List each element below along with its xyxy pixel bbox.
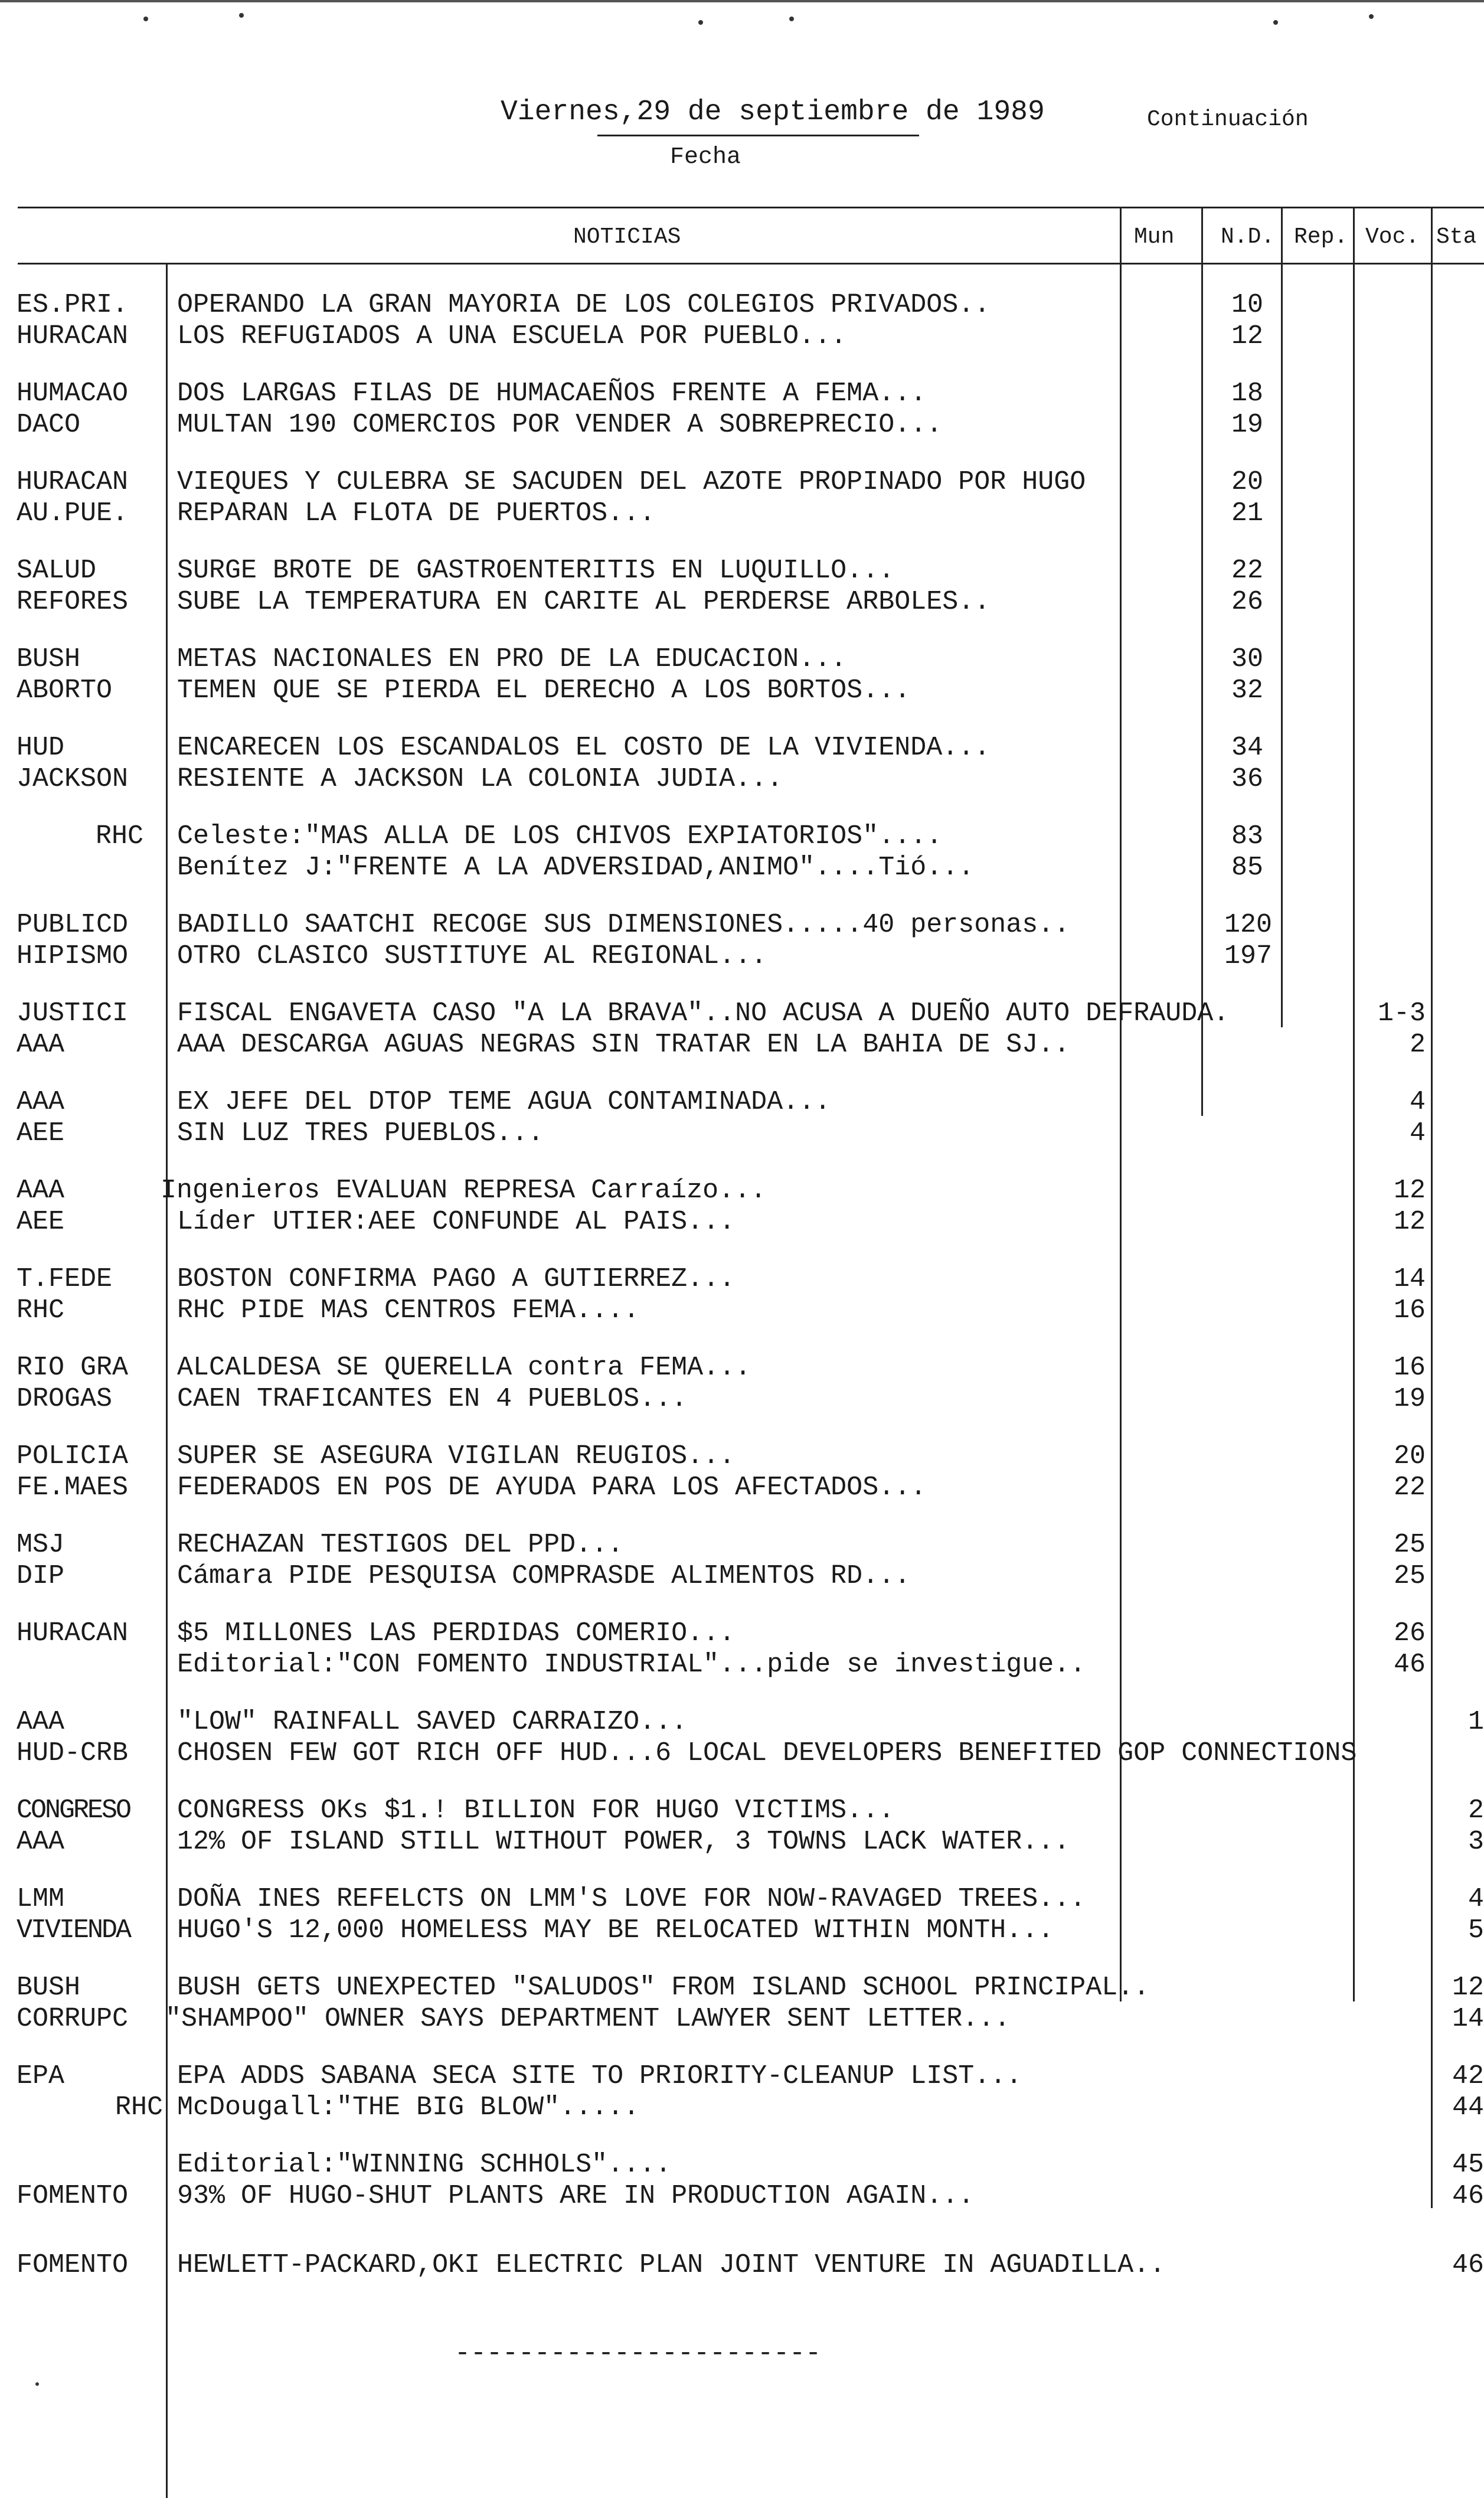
row-tag: JUSTICI	[17, 998, 129, 1028]
table-top-rule	[18, 207, 1484, 208]
row-tag: HIPISMO	[17, 941, 129, 971]
row-headline: REPARAN LA FLOTA DE PUERTOS...	[177, 498, 656, 528]
row-tag: HUMACAO	[17, 378, 129, 409]
row-tag: AEE	[17, 1207, 65, 1237]
row-headline: CAEN TRAFICANTES EN 4 PUEBLOS...	[177, 1384, 688, 1414]
date-caption: Fecha	[670, 144, 741, 171]
row-headline: Cámara PIDE PESQUISA COMPRASDE ALIMENTOS RD...	[177, 1561, 911, 1591]
row-tag: POLICIA	[17, 1441, 129, 1471]
row-headline: BADILLO SAATCHI RECOGE SUS DIMENSIONES.....40 personas..	[177, 910, 1070, 940]
row-nd: 85	[1231, 853, 1263, 883]
row-sta: 1	[1467, 1707, 1484, 1737]
row-voc: 16	[1393, 1295, 1426, 1325]
row-tag: HURACAN	[17, 321, 129, 351]
row-sta: 46	[1452, 2181, 1484, 2211]
row-tag: HURACAN	[17, 467, 129, 497]
row-sta: 5	[1467, 1915, 1484, 1945]
row-tag: BUSH	[17, 1973, 81, 2003]
scan-speck	[789, 17, 794, 21]
row-headline: $5 MILLONES LAS PERDIDAS COMERIO...	[177, 1618, 736, 1648]
row-tag: SALUD	[17, 556, 97, 586]
row-sta: 4	[1467, 1884, 1484, 1914]
row-headline: Benítez J:"FRENTE A LA ADVERSIDAD,ANIMO"....Tió...	[177, 853, 975, 883]
row-tag: ES.PRI.	[17, 290, 129, 320]
row-voc: 2	[1409, 1030, 1426, 1060]
column-header-nd: N.D.	[1221, 224, 1275, 250]
row-tag: T.FEDE	[17, 1264, 113, 1294]
scan-speck	[698, 20, 703, 25]
row-headline: RESIENTE A JACKSON LA COLONIA JUDIA...	[177, 764, 783, 794]
row-voc: 20	[1393, 1441, 1426, 1471]
row-tag: FE.MAES	[17, 1472, 129, 1503]
continuation-label: Continuación	[1147, 107, 1309, 132]
mun-column-line	[1120, 207, 1122, 2001]
row-sta: 44	[1452, 2092, 1484, 2123]
row-headline: AAA DESCARGA AGUAS NEGRAS SIN TRATAR EN LA BAHIA DE SJ..	[177, 1030, 1070, 1060]
row-nd: 19	[1231, 410, 1263, 440]
row-voc: 19	[1393, 1384, 1426, 1414]
row-headline: SURGE BROTE DE GASTROENTERITIS EN LUQUILLO...	[177, 556, 895, 586]
row-voc: 46	[1393, 1650, 1426, 1680]
row-voc: 25	[1393, 1561, 1426, 1591]
row-headline: SUBE LA TEMPERATURA EN CARITE AL PERDERSE ARBOLES..	[177, 587, 991, 617]
row-headline: BOSTON CONFIRMA PAGO A GUTIERREZ...	[177, 1264, 736, 1294]
row-voc: 12	[1393, 1207, 1426, 1237]
footer-rule: -----------------------	[455, 2339, 822, 2369]
row-tag: DACO	[17, 410, 81, 440]
row-headline: MULTAN 190 COMERCIOS POR VENDER A SOBREPRECIO...	[177, 410, 943, 440]
column-header-rep: Rep.	[1294, 224, 1348, 250]
column-header-voc: Voc.	[1365, 224, 1420, 250]
row-headline: SUPER SE ASEGURA VIGILAN REUGIOS...	[177, 1441, 736, 1471]
row-headline: TEMEN QUE SE PIERDA EL DERECHO A LOS BORTOS...	[177, 675, 911, 706]
row-tag: AU.PUE.	[17, 498, 129, 528]
row-tag: BUSH	[17, 644, 81, 674]
row-nd: 120	[1224, 910, 1272, 940]
rep-column-line	[1281, 207, 1283, 1027]
row-nd: 32	[1231, 675, 1263, 706]
row-sta: 45	[1452, 2150, 1484, 2180]
row-voc: 25	[1393, 1530, 1426, 1560]
row-headline: DOS LARGAS FILAS DE HUMACAEÑOS FRENTE A FEMA...	[177, 378, 927, 409]
date-underline	[597, 135, 919, 136]
row-headline: CHOSEN FEW GOT RICH OFF HUD...6 LOCAL DEVELOPERS BENEFITED GOP CONNECTIONS	[177, 1738, 1357, 1768]
row-headline: METAS NACIONALES EN PRO DE LA EDUCACION...	[177, 644, 847, 674]
row-sta: 42	[1452, 2061, 1484, 2091]
row-voc: 4	[1409, 1118, 1426, 1148]
row-headline: CONGRESS OKs $1.! BILLION FOR HUGO VICTIMS...	[177, 1795, 895, 1826]
row-voc: 16	[1393, 1353, 1426, 1383]
row-tag: AAA	[17, 1827, 65, 1857]
row-voc: 12	[1393, 1175, 1426, 1206]
row-nd: 83	[1231, 821, 1263, 851]
row-tag: JACKSON	[17, 764, 129, 794]
row-tag: AAA	[17, 1030, 65, 1060]
sta-column-line	[1431, 207, 1433, 2208]
row-headline: Ingenieros EVALUAN REPRESA Carraízo...	[161, 1175, 767, 1206]
row-headline: OTRO CLASICO SUSTITUYE AL REGIONAL...	[177, 941, 767, 971]
row-headline: ALCALDESA SE QUERELLA contra FEMA...	[177, 1353, 751, 1383]
row-tag: FOMENTO	[17, 2181, 129, 2211]
row-tag: CONGRESO	[17, 1795, 130, 1826]
row-headline: ENCARECEN LOS ESCANDALOS EL COSTO DE LA VIVIENDA...	[177, 733, 991, 763]
row-tag: DROGAS	[17, 1384, 113, 1414]
row-nd: 197	[1224, 941, 1272, 971]
row-headline: HEWLETT-PACKARD,OKI ELECTRIC PLAN JOINT VENTURE IN AGUADILLA..	[177, 2250, 1166, 2280]
row-headline: 12% OF ISLAND STILL WITHOUT POWER, 3 TOWNS LACK WATER...	[177, 1827, 1070, 1857]
row-tag: RIO GRA	[17, 1353, 129, 1383]
page-top-edge	[0, 0, 1484, 2]
row-sta: 2	[1467, 1795, 1484, 1826]
scan-speck	[1369, 14, 1374, 19]
row-headline: Editorial:"CON FOMENTO INDUSTRIAL"...pide se investigue..	[177, 1650, 1086, 1680]
row-headline: RECHAZAN TESTIGOS DEL PPD...	[177, 1530, 624, 1560]
row-headline: "SHAMPOO" OWNER SAYS DEPARTMENT LAWYER SENT LETTER...	[165, 2004, 1011, 2034]
row-nd: 10	[1231, 290, 1263, 320]
column-header-mun: Mun	[1134, 224, 1175, 250]
row-sta: 12	[1452, 1973, 1484, 2003]
row-tag: ABORTO	[17, 675, 113, 706]
header-bottom-rule	[18, 263, 1484, 265]
row-nd: 18	[1231, 378, 1263, 409]
row-sta: 46	[1452, 2250, 1484, 2280]
row-tag: AAA	[17, 1087, 65, 1117]
row-nd: 34	[1231, 733, 1263, 763]
row-sta: 3	[1467, 1827, 1484, 1857]
row-tag: REFORES	[17, 587, 129, 617]
voc-column-line	[1353, 207, 1355, 2001]
row-headline: VIEQUES Y CULEBRA SE SACUDEN DEL AZOTE PROPINADO POR HUGO	[177, 467, 1086, 497]
row-headline: McDougall:"THE BIG BLOW".....	[177, 2092, 640, 2123]
row-tag: AEE	[17, 1118, 65, 1148]
row-nd: 20	[1231, 467, 1263, 497]
row-voc: 26	[1393, 1618, 1426, 1648]
row-tag: AAA	[17, 1175, 65, 1206]
row-voc: 1-3	[1377, 998, 1426, 1028]
row-headline: Editorial:"WINNING SCHHOLS"....	[177, 2150, 672, 2180]
row-tag: DIP	[17, 1561, 65, 1591]
nd-column-line	[1201, 207, 1203, 1116]
scan-speck	[239, 13, 244, 18]
row-tag: HUD-CRB	[17, 1738, 129, 1768]
row-headline: "LOW" RAINFALL SAVED CARRAIZO...	[177, 1707, 688, 1737]
row-headline: SIN LUZ TRES PUEBLOS...	[177, 1118, 544, 1148]
row-tag: RHC	[17, 1295, 65, 1325]
row-tag: AAA	[17, 1707, 65, 1737]
report-date: Viernes,29 de septiembre de 1989	[501, 96, 1045, 128]
row-sta: 14	[1452, 2004, 1484, 2034]
row-tag: VIVIENDA	[17, 1915, 130, 1945]
column-header-sta: Sta	[1436, 224, 1477, 250]
row-tag: HUD	[17, 733, 65, 763]
scan-speck	[143, 17, 148, 21]
row-headline: FEDERADOS EN POS DE AYUDA PARA LOS AFECTADOS...	[177, 1472, 927, 1503]
row-tag: MSJ	[17, 1530, 65, 1560]
row-nd: 36	[1231, 764, 1263, 794]
row-headline: LOS REFUGIADOS A UNA ESCUELA POR PUEBLO...	[177, 321, 847, 351]
row-headline: RHC PIDE MAS CENTROS FEMA....	[177, 1295, 640, 1325]
row-headline: EPA ADDS SABANA SECA SITE TO PRIORITY-CLEANUP LIST...	[177, 2061, 1022, 2091]
row-nd: 30	[1231, 644, 1263, 674]
row-headline: Líder UTIER:AEE CONFUNDE AL PAIS...	[177, 1207, 736, 1237]
row-nd: 21	[1231, 498, 1263, 528]
row-headline: HUGO'S 12,000 HOMELESS MAY BE RELOCATED WITHIN MONTH...	[177, 1915, 1054, 1945]
row-headline: 93% OF HUGO-SHUT PLANTS ARE IN PRODUCTION AGAIN...	[177, 2181, 975, 2211]
row-tag: HURACAN	[17, 1618, 129, 1648]
row-voc: 22	[1393, 1472, 1426, 1503]
row-tag: CORRUPC	[17, 2004, 129, 2034]
row-tag: LMM	[17, 1884, 65, 1914]
row-headline: BUSH GETS UNEXPECTED "SALUDOS" FROM ISLAND SCHOOL PRINCIPAL..	[177, 1973, 1150, 2003]
row-headline: Celeste:"MAS ALLA DE LOS CHIVOS EXPIATORIOS"....	[177, 821, 943, 851]
row-headline: DOÑA INES REFELCTS ON LMM'S LOVE FOR NOW-RAVAGED TREES...	[177, 1884, 1086, 1914]
row-voc: 14	[1393, 1264, 1426, 1294]
row-tag: RHC	[95, 821, 143, 851]
row-tag: EPA	[17, 2061, 65, 2091]
row-headline: EX JEFE DEL DTOP TEME AGUA CONTAMINADA...	[177, 1087, 831, 1117]
column-header-noticias: NOTICIAS	[573, 224, 681, 250]
row-tag: RHC	[115, 2092, 163, 2123]
row-nd: 26	[1231, 587, 1263, 617]
scan-speck	[1273, 20, 1278, 25]
row-voc: 4	[1409, 1087, 1426, 1117]
tag-column-line	[166, 263, 168, 2498]
row-headline: FISCAL ENGAVETA CASO "A LA BRAVA"..NO ACUSA A DUEÑO AUTO DEFRAUDA.	[177, 998, 1230, 1028]
row-nd: 22	[1231, 556, 1263, 586]
row-tag: PUBLICD	[17, 910, 129, 940]
row-tag: FOMENTO	[17, 2250, 129, 2280]
row-nd: 12	[1231, 321, 1263, 351]
row-headline: OPERANDO LA GRAN MAYORIA DE LOS COLEGIOS PRIVADOS..	[177, 290, 991, 320]
scan-speck	[35, 2382, 39, 2386]
